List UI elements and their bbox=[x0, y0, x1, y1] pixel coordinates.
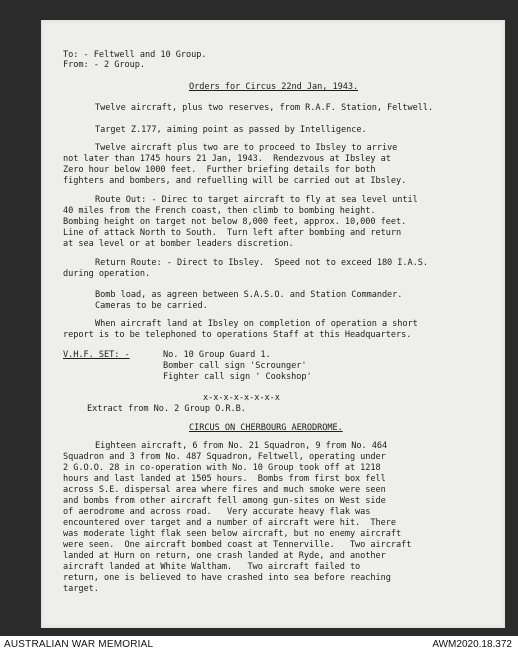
document-page bbox=[41, 20, 505, 628]
header-from: From: - 2 Group. bbox=[63, 60, 145, 70]
route-out-paragraph-line: Line of attack North to South. Turn left after bombing and return bbox=[63, 228, 402, 238]
ibsley-paragraph-line: not later than 1745 hours 21 Jan, 1943. Rendezvous at Ibsley at bbox=[63, 154, 391, 164]
orders-title: Orders for Circus 22nd Jan, 1943. bbox=[189, 82, 359, 92]
report-body-line: and bombs from other aircraft fell among gun-sites on West side bbox=[63, 496, 386, 506]
report-body-line: target. bbox=[63, 584, 99, 594]
report-body-line: return, one is believed to have crashed into sea before reaching bbox=[63, 573, 391, 583]
report-body-line: Squadron and 3 from No. 487 Squadron, Feltwell, operating under bbox=[63, 452, 386, 462]
report-body-line: of aerodrome and across road. Very accurate heavy flak was bbox=[63, 507, 371, 517]
return-route-paragraph-line: Return Route: - Direct to Ibsley. Speed not to exceed 180 I.A.S. bbox=[95, 258, 429, 268]
separator: x-x-x-x-x-x-x-x bbox=[203, 393, 280, 403]
header-to: To: - Feltwell and 10 Group. bbox=[63, 50, 207, 60]
report-body-line: Eighteen aircraft, 6 from No. 21 Squadron, 9 from No. 464 bbox=[95, 441, 388, 451]
report-paragraph-line: report is to be telephoned to operations Staff at this Headquarters. bbox=[63, 330, 412, 340]
route-out-paragraph-line: Bombing height on target not below 8,000 feet, approx. 10,000 feet. bbox=[63, 217, 407, 227]
aircraft-paragraph: Twelve aircraft, plus two reserves, from R.A.F. Station, Feltwell. bbox=[95, 103, 434, 113]
report-body-line: hours and last landed at 1505 hours. Bombs from first box fell bbox=[63, 474, 386, 484]
route-out-paragraph-line: Route Out: - Direc to target aircraft to fly at sea level until bbox=[95, 195, 418, 205]
ibsley-paragraph-line: Twelve aircraft plus two are to proceed to Ibsley to arrive bbox=[95, 143, 398, 153]
vhf-label: V.H.F. SET: - bbox=[63, 350, 130, 360]
vhf-line: No. 10 Group Guard 1. bbox=[163, 350, 271, 360]
bomb-load-paragraph-line: Bomb load, as agreen between S.A.S.O. and Station Commander. bbox=[95, 290, 403, 300]
ibsley-paragraph-line: Zero hour below 1000 feet. Further briefing details for both bbox=[63, 165, 376, 175]
return-route-paragraph-line: during operation. bbox=[63, 269, 151, 279]
route-out-paragraph-line: at sea level or at bomber leaders discretion. bbox=[63, 239, 294, 249]
vhf-line: Bomber call sign 'Scrounger' bbox=[163, 361, 307, 371]
ibsley-paragraph-line: fighters and bombers, and refuelling will be carried out at Ibsley. bbox=[63, 176, 407, 186]
report-body-line: was moderate light flak seen below aircraft, but no enemy aircraft bbox=[63, 529, 402, 539]
report-body-line: encountered over target and a number of aircraft were hit. There bbox=[63, 518, 397, 528]
report-body-line: were seen. One aircraft bombed coast at Tennerville. Two aircraft bbox=[63, 540, 412, 550]
footer-accession-number: AWM2020.18.372 bbox=[432, 639, 512, 650]
report-body-line: across S.E. dispersal area where fires and much smoke were seen bbox=[63, 485, 386, 495]
section-title: CIRCUS ON CHERBOURG AERODROME. bbox=[189, 423, 343, 433]
target-paragraph: Target Z.177, aiming point as passed by Intelligence. bbox=[95, 125, 367, 135]
footer-bar bbox=[0, 636, 518, 653]
report-body-line: aircraft landed at White Waltham. Two aircraft failed to bbox=[63, 562, 361, 572]
report-body-line: 2 G.O.O. 28 in co-operation with No. 10 Group took off at 1218 bbox=[63, 463, 381, 473]
footer-institution: AUSTRALIAN WAR MEMORIAL bbox=[4, 639, 154, 650]
extract-heading: Extract from No. 2 Group O.R.B. bbox=[87, 404, 246, 414]
report-paragraph-line: When aircraft land at Ibsley on completion of operation a short bbox=[95, 319, 418, 329]
route-out-paragraph-line: 40 miles from the French coast, then climb to bombing height. bbox=[63, 206, 376, 216]
bomb-load-paragraph-line: Cameras to be carried. bbox=[95, 301, 208, 311]
vhf-line: Fighter call sign ' Cookshop' bbox=[163, 372, 312, 382]
report-body-line: landed at Hurn on return, one crash landed at Ryde, and another bbox=[63, 551, 386, 561]
